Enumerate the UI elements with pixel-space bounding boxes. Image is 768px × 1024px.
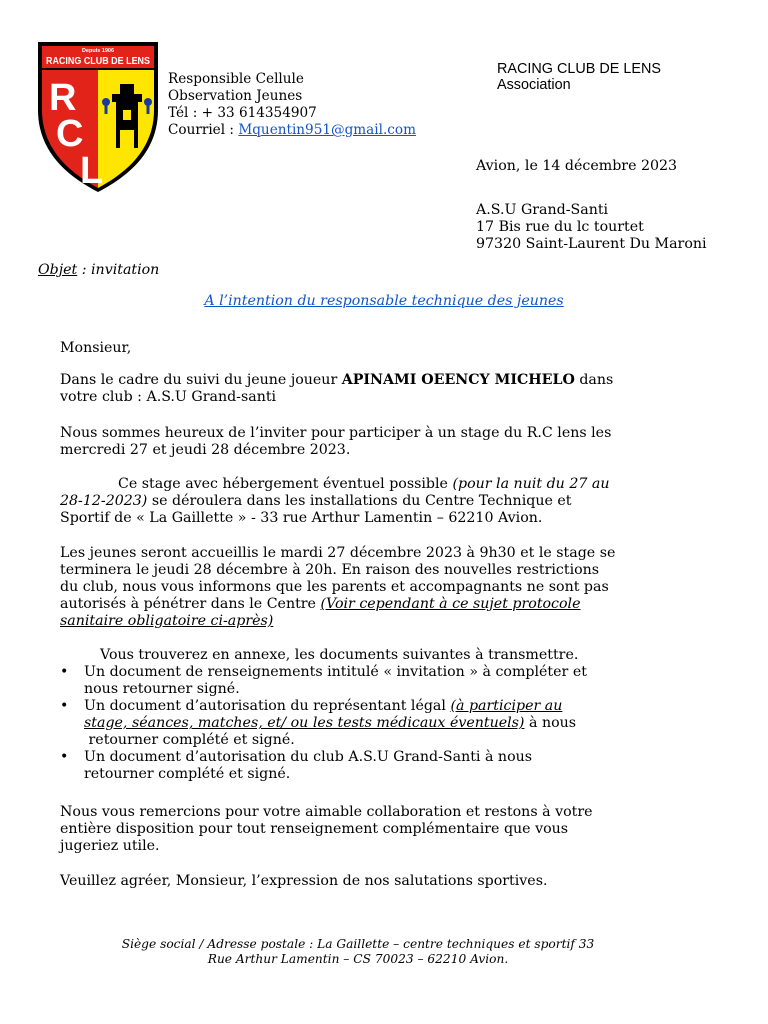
document-2-italic-1: (à participer au — [450, 698, 563, 714]
paragraph-stage-text-2: se déroulera dans les installations du Centre Technique et — [147, 493, 572, 509]
paragraph-stage-line-2 — [60, 493, 720, 510]
paragraph-schedule — [60, 545, 720, 630]
bullet-icon: • — [60, 664, 69, 680]
paragraph-player — [60, 372, 720, 406]
subject-label: Objet — [38, 262, 78, 278]
paragraph-schedule-line-1: Les jeunes seront accueillis le mardi 27 décembre 2023 à 9h30 et le stage se — [60, 545, 616, 561]
paragraph-player-line-1 — [60, 372, 720, 389]
attention-line: A l’intention du responsable technique des jeunes — [204, 293, 564, 309]
paragraph-invitation — [60, 425, 720, 459]
paragraph-stage-text-1: Ce stage avec hébergement éventuel possible — [118, 476, 453, 492]
bullet-icon: • — [60, 698, 69, 714]
paragraph-schedule-line-3: du club, nous vous informons que les parents et accompagnants ne sont pas — [60, 579, 609, 595]
association-name: RACING CLUB DE LENS — [497, 61, 661, 77]
logo-letter-c: C — [56, 113, 84, 155]
salutation: Monsieur, — [60, 340, 132, 356]
paragraph-invitation-line-1: Nous sommes heureux de l’inviter pour participer à un stage du R.C lens les — [60, 425, 612, 441]
documents-list — [60, 664, 620, 783]
association-type: Association — [497, 77, 571, 93]
paragraph-schedule-line-5 — [60, 613, 720, 630]
paragraph-schedule-line-4 — [60, 596, 720, 613]
paragraph-stage-line-3: Sportif de « La Gaillette » - 33 rue Arthur Lamentin – 62210 Avion. — [60, 510, 543, 526]
logo-letter-r: R — [49, 77, 77, 119]
sender-email-label: Courriel : — [168, 122, 239, 138]
bullet-icon: • — [60, 749, 69, 765]
document-2-italic-2: stage, séances, matches, et/ ou les tests médicaux éventuels) — [84, 715, 525, 731]
place-date: Avion, le 14 décembre 2023 — [476, 158, 678, 174]
recipient-line-2: 17 Bis rue du lc tourtet — [476, 219, 644, 235]
footer-line-1: Siège social / Adresse postale : La Gaillette – centre techniques et sportif 33 — [121, 937, 595, 951]
sender-email-link[interactable]: Mquentin951@gmail.com — [238, 122, 416, 138]
paragraph-player-text: Dans le cadre du suivi du jeune joueur — [60, 372, 342, 388]
document-3-line-1: Un document d’autorisation du club A.S.U Grand-Santi à nous — [84, 749, 533, 765]
document-2-text-1: Un document d’autorisation du représentant légal — [84, 698, 451, 714]
sender-email-row — [168, 122, 416, 139]
recipient-address — [476, 202, 707, 253]
sender-line-2: Observation Jeunes — [168, 88, 303, 104]
subject-text: : invitation — [77, 262, 160, 278]
paragraph-stage-italic-2: 28-12-2023) — [60, 493, 148, 509]
paragraph-thanks — [60, 804, 720, 855]
document-2-line-3: retourner complété et signé. — [84, 732, 295, 748]
document-1-line-2: nous retourner signé. — [84, 681, 240, 697]
rcl-logo — [36, 40, 160, 194]
recipient-line-1: A.S.U Grand-Santi — [476, 202, 609, 218]
sender-line-1: Responsible Cellule — [168, 71, 304, 87]
sender-block — [168, 71, 416, 139]
paragraph-schedule-text-4: autorisés à pénétrer dans le Centre — [60, 596, 321, 612]
paragraph-schedule-italic-5: sanitaire obligatoire ci-après) — [60, 613, 274, 629]
list-item — [60, 698, 620, 749]
paragraph-stage-line-1 — [60, 476, 720, 493]
recipient-line-3: 97320 Saint-Laurent Du Maroni — [476, 236, 707, 252]
logo-depuis: Depuis 1906 — [81, 48, 115, 54]
paragraph-stage-italic-1: (pour la nuit du 27 au — [452, 476, 610, 492]
paragraph-player-line-1-end: dans — [574, 372, 614, 388]
list-item — [60, 749, 620, 783]
document-3-line-2: retourner complété et signé. — [84, 766, 291, 782]
paragraph-schedule-line-2: terminera le jeudi 28 décembre à 20h. En raison des nouvelles restrictions — [60, 562, 600, 578]
paragraph-stage — [60, 476, 720, 527]
document-2-text-2: à nous — [524, 715, 577, 731]
paragraph-schedule-italic-4: (Voir cependant à ce sujet protocole — [320, 596, 581, 612]
footer-address — [0, 937, 716, 967]
footer-line-2: Rue Arthur Lamentin – CS 70023 – 62210 Avion. — [207, 952, 509, 966]
subject-line — [38, 262, 159, 279]
document-2-line-2 — [84, 715, 620, 732]
document-1-line-1: Un document de renseignements intitulé « invitation » à compléter et — [84, 664, 587, 680]
document-2-line-1 — [84, 698, 620, 715]
logo-letter-l: L — [80, 150, 104, 192]
paragraph-annex-intro: Vous trouverez en annexe, les documents suivantes à transmettre. — [100, 647, 579, 663]
list-item — [60, 664, 620, 698]
paragraph-thanks-line-1: Nous vous remercions pour votre aimable collaboration et restons à votre — [60, 804, 593, 820]
paragraph-thanks-line-2: entière disposition pour tout renseignement complémentaire que vous — [60, 821, 569, 837]
closing-formula: Veuillez agréer, Monsieur, l’expression de nos salutations sportives. — [60, 873, 548, 889]
paragraph-invitation-line-2: mercredi 27 et jeudi 28 décembre 2023. — [60, 442, 351, 458]
sender-phone: Tél : + 33 614354907 — [168, 105, 317, 121]
paragraph-thanks-line-3: jugeriez utile. — [60, 838, 160, 854]
paragraph-player-line-2: votre club : A.S.U Grand-santi — [60, 389, 277, 405]
logo-club-banner: RACING CLUB DE LENS — [46, 56, 151, 67]
player-name: APINAMI OEENCY MICHELO — [341, 372, 575, 388]
association-block — [497, 61, 661, 93]
